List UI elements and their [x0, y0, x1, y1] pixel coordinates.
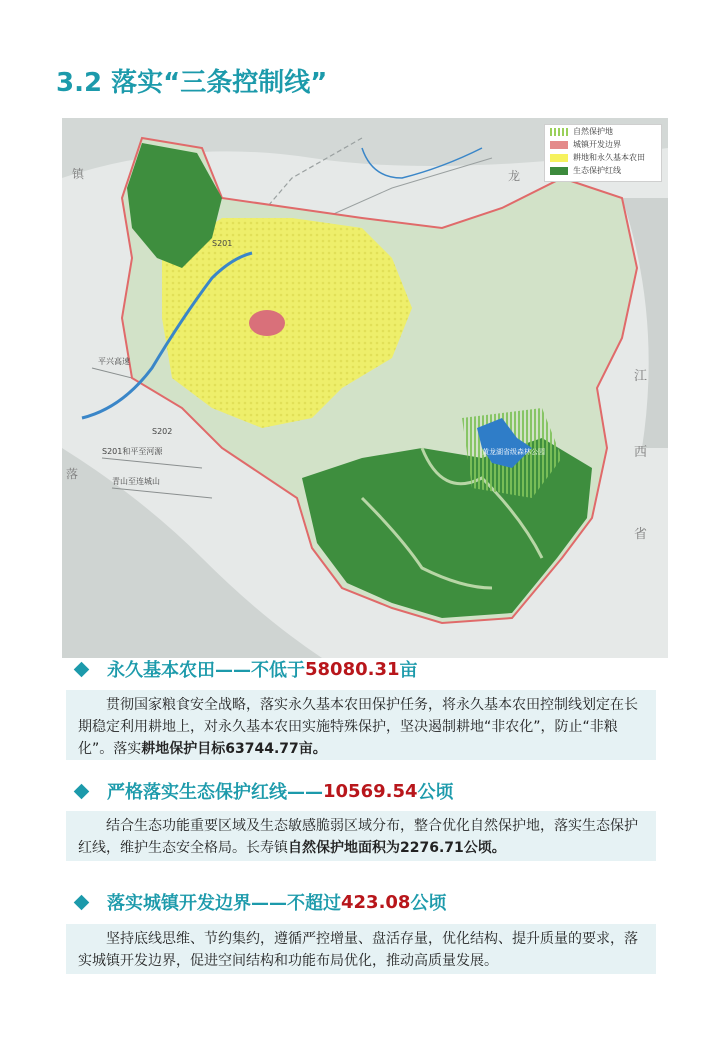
- section-heading-farmland: [76, 656, 418, 682]
- map-legend: [544, 124, 662, 182]
- section-heading-unit: 公顷: [410, 893, 447, 914]
- section-heading-text: 严格落实生态保护红线——: [107, 782, 323, 803]
- section-heading-ecology: [76, 778, 454, 804]
- paragraph-text: 贯彻国家粮食安全战略，落实永久基本农田保护任务，将永久基本农田控制线划定在长期稳定利用耕地上，对永久基本农田实施特殊保护，坚决遏制耕地“非农化”，防止“非粮化”。落实: [78, 697, 638, 757]
- map-label-sheng: 省: [634, 527, 648, 542]
- section-body-farmland: [66, 690, 656, 760]
- section-heading-unit: 公顷: [417, 782, 454, 803]
- road-label-s201b: S201和平至河源: [102, 447, 163, 456]
- paragraph-text: 结合生态功能重要区域及生态敏感脆弱区域分布，整合优化自然保护地，落实生态保护红线，维护生态安全格局。长寿镇: [78, 818, 638, 856]
- legend-label: 自然保护地: [573, 127, 613, 136]
- legend-label: 耕地和永久基本农田: [573, 153, 645, 162]
- section-heading-number: 423.08: [341, 891, 411, 913]
- section-body-ecology: [66, 811, 656, 861]
- road-label-s202: S202: [152, 427, 173, 436]
- map-svg: [62, 118, 668, 658]
- legend-swatch: [550, 141, 568, 149]
- paragraph-highlight: 耕地保护目标63744.77亩。: [141, 741, 327, 757]
- map-label-luo: 落: [66, 467, 79, 481]
- diamond-bullet-icon: [74, 894, 90, 910]
- section-heading-number: 58080.31: [305, 658, 400, 680]
- section-heading-town: [76, 889, 446, 915]
- section-heading-text: 落实城镇开发边界——不超过: [107, 893, 341, 914]
- land-use-map: [62, 118, 668, 658]
- legend-item: [545, 151, 661, 164]
- section-heading-text: 永久基本农田——不低于: [107, 660, 305, 681]
- section-heading-number: 10569.54: [323, 780, 418, 802]
- legend-item: [545, 164, 661, 177]
- legend-item: [545, 138, 661, 151]
- legend-swatch: [550, 128, 568, 136]
- map-label-zhen: 镇: [72, 167, 85, 181]
- map-label-jiang: 江: [634, 369, 648, 384]
- road-label-qingshan: 青山至连城山: [112, 477, 160, 486]
- town-area: [249, 310, 285, 336]
- road-label-pingxing: 平兴高速: [98, 357, 130, 366]
- section-body-town: [66, 924, 656, 974]
- map-label-xi: 西: [634, 445, 648, 460]
- diamond-bullet-icon: [74, 783, 90, 799]
- section-paragraph: [66, 924, 656, 972]
- section-paragraph: [66, 690, 656, 760]
- page-title: 3.2 落实“三条控制线”: [56, 68, 328, 98]
- legend-swatch: [550, 167, 568, 175]
- section-paragraph: [66, 811, 656, 859]
- map-label-long: 龙: [508, 169, 521, 183]
- paragraph-highlight: 自然保护地面积为2276.71公顷。: [288, 840, 506, 856]
- legend-item: [545, 125, 661, 138]
- legend-label: 生态保护红线: [573, 166, 621, 175]
- diamond-bullet-icon: [74, 661, 90, 677]
- reserve-label: 黄龙湖省级森林公园: [482, 448, 545, 456]
- paragraph-text: 坚持底线思维、节约集约，遵循严控增量、盘活存量，优化结构、提升质量的要求，落实城镇开发边界，促进空间结构和功能布局优化，推动高质量发展。: [78, 931, 638, 969]
- legend-label: 城镇开发边界: [573, 140, 621, 149]
- section-heading-unit: 亩: [399, 660, 418, 681]
- road-label-s201: S201: [212, 239, 233, 248]
- legend-swatch: [550, 154, 568, 162]
